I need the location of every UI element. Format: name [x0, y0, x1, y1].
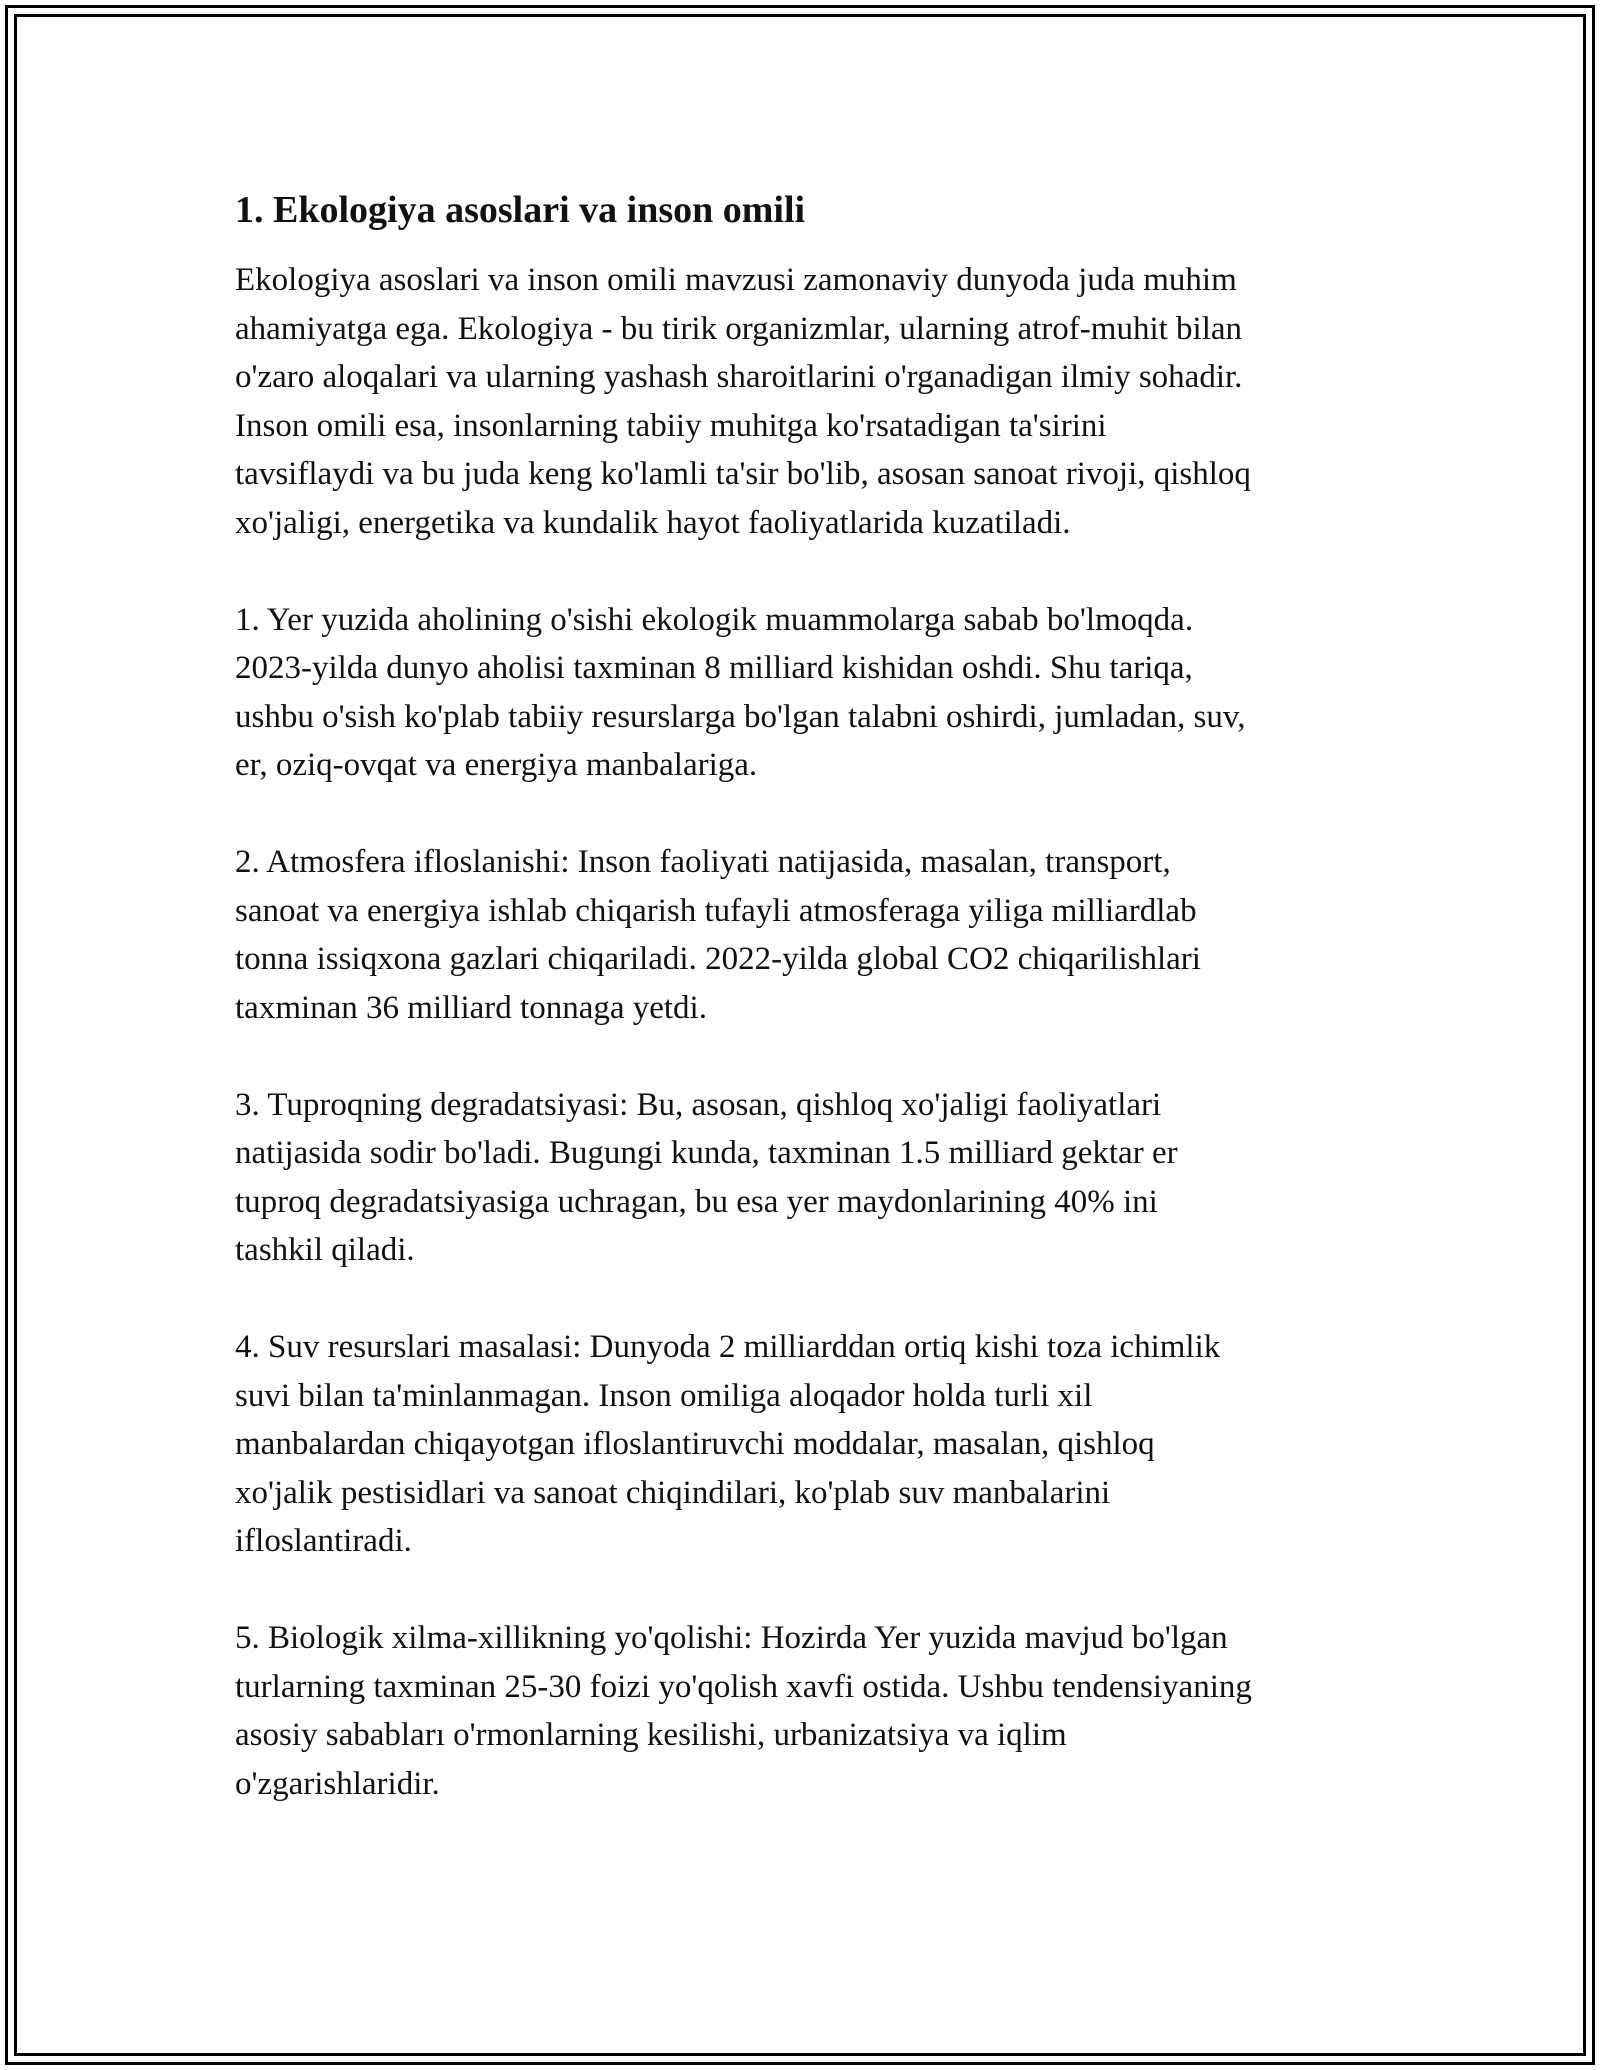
paragraph-3: [235, 838, 1375, 1032]
text-line: tonna issiqxona gazlari chiqariladi. 2022-yilda global CO2 chiqarilishlari: [235, 941, 1201, 977]
paragraph-5: [235, 1323, 1375, 1566]
text-line: 4. Suv resurslari masalasi: Dunyoda 2 milliarddan ortiq kishi toza ichimlik: [235, 1329, 1221, 1365]
text-line: tuproq degradatsiyasiga uchragan, bu esa yer maydonlarining 40% ini: [235, 1183, 1158, 1220]
text-line: suvi bilan ta'minlanmagan. Inson omiliga aloqador holda turli xil: [235, 1377, 1093, 1414]
text-line: tavsiflaydi va bu juda keng ko'lamli ta'sir bo'lib, asosan sanoat rivoji, qishloq: [235, 456, 1251, 492]
text-line: Ekologiya asoslari va inson omili mavzusi zamonaviy dunyoda juda muhim: [235, 262, 1237, 298]
text-line: natijasida sodir bo'ladi. Bugungi kunda, taxminan 1.5 milliard gektar er: [235, 1135, 1178, 1171]
paragraph-4: [235, 1081, 1375, 1275]
text-line: 2023-yilda dunyo aholisi taxminan 8 milliard kishidan oshdi. Shu tariqa,: [235, 650, 1193, 686]
document-title: 1. Ekologiya asoslari va inson omili: [235, 189, 806, 231]
text-line: 1. Yer yuzida aholining o'sishi ekologik muammolarga sabab bo'lmoqda.: [235, 601, 1194, 638]
paragraph-list: [235, 256, 1375, 1808]
text-line: xo'jalik pestisidlari va sanoat chiqindilari, ko'plab suv manbalarini: [235, 1474, 1111, 1511]
text-line: 2. Atmosfera ifloslanishi: Inson faoliyati natijasida, masalan, transport,: [235, 844, 1171, 880]
text-line: taxminan 36 milliard tonnaga yetdi.: [235, 989, 707, 1026]
document-body: [235, 186, 1375, 1857]
text-line: o'zaro aloqalari va ularning yashash sharoitlarini o'rganadigan ilmiy sohadir.: [235, 359, 1243, 395]
text-line: er, oziq-ovqat va energiya manbalariga.: [235, 747, 758, 783]
text-line: ahamiyatga ega. Ekologiya - bu tirik organizmlar, ularning atrof-muhit bilan: [235, 310, 1243, 347]
text-line: o'zgarishlaridir.: [235, 1765, 440, 1802]
text-line: turlarning taxminan 25-30 foizi yo'qolish xavfi ostida. Ushbu tendensiyaning: [235, 1668, 1252, 1705]
text-line: 5. Biologik xilma-xillikning yo'qolishi: Hozirda Yer yuzida mavjud bo'lgan: [235, 1620, 1228, 1656]
text-line: Inson omili esa, insonlarning tabiiy muhitga ko'rsatadigan ta'sirini: [235, 407, 1107, 444]
text-line: ushbu o'sish ko'plab tabiiy resurslarga bo'lgan talabni oshirdi, jumladan, suv,: [235, 698, 1246, 735]
text-line: 3. Tuproqning degradatsiyasi: Bu, asosan, qishloq xo'jaligi faoliyatlari: [235, 1086, 1162, 1123]
text-line: asosiy sababları o'rmonlarning kesilishi, urbanizatsiya va iqlim: [235, 1717, 1067, 1753]
text-line: manbalardan chiqayotgan ifloslantiruvchi moddalar, masalan, qishloq: [235, 1426, 1155, 1462]
text-line: sanoat va energiya ishlab chiqarish tufayli atmosferaga yiliga milliardlab: [235, 892, 1197, 929]
text-line: xo'jaligi, energetika va kundalik hayot faoliyatlarida kuzatiladi.: [235, 504, 1071, 541]
paragraph-6: [235, 1614, 1375, 1808]
text-line: ifloslantiradi.: [235, 1523, 412, 1559]
text-line: tashkil qiladi.: [235, 1232, 415, 1268]
paragraph-1: [235, 256, 1375, 547]
paragraph-2: [235, 596, 1375, 790]
